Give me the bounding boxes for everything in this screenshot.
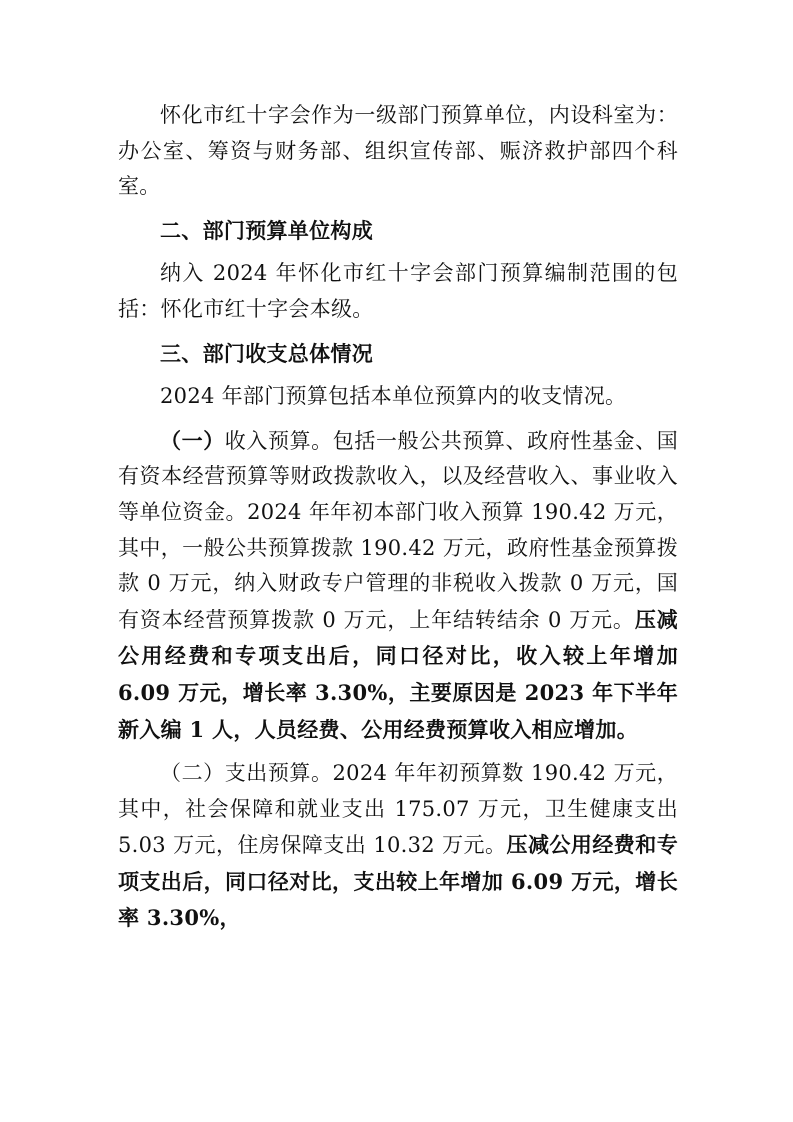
- paragraph-expenditure-budget: [118, 756, 678, 937]
- revenue-budget-emphasis: 压减公用经费和专项支出后，同口径对比，收入较上年增加 6.09 万元，增长率 3.30%，主要原因是 2023 年下半年新入编 1 人，人员经费、公用经费预算收入相应增加。: [118, 606, 678, 742]
- heading-budget-unit-composition: 二、部门预算单位构成: [160, 217, 373, 243]
- expenditure-budget-text: （二）支出预算。2024 年年初预算数 190.42 万元，其中，社会保障和就业支出 175.07 万元，卫生健康支出 5.03 万元，住房保障支出 10.32 万元。: [118, 761, 678, 858]
- revenue-budget-text: 收入预算。包括一般公共预算、政府性基金、国有资本经营预算等财政拨款收入，以及经营收入、事业收入等单位资金。2024 年年初本部门收入预算 190.42 万元，其中，一般公共预算拨款 190.42 万元，政府性基金预算拨款 0 万元，纳入财政专户管理的非税收入拨款 0 万元，国有资本经营预算拨款 0 万元，上年结转结余 0 万元。: [118, 428, 678, 632]
- section-label-one: （一）: [160, 427, 225, 453]
- document-page: [118, 98, 678, 937]
- paragraph-internal-departments: 怀化市红十字会作为一级部门预算单位，内设科室为：办公室、筹资与财务部、组织宣传部、赈济救护部四个科室。: [118, 103, 678, 199]
- expenditure-budget-emphasis: 压减公用经费和专项支出后，同口径对比，支出较上年增加 6.09 万元，增长率 3.30%，: [118, 832, 678, 931]
- heading-revenue-expenditure-overview: 三、部门收支总体情况: [160, 340, 373, 366]
- paragraph-budget-scope: 纳入 2024 年怀化市红十字会部门预算编制范围的包括：怀化市红十字会本级。: [118, 261, 678, 321]
- paragraph-budget-summary: 2024 年部门预算包括本单位预算内的收支情况。: [160, 384, 627, 409]
- paragraph-revenue-budget: [118, 423, 678, 748]
